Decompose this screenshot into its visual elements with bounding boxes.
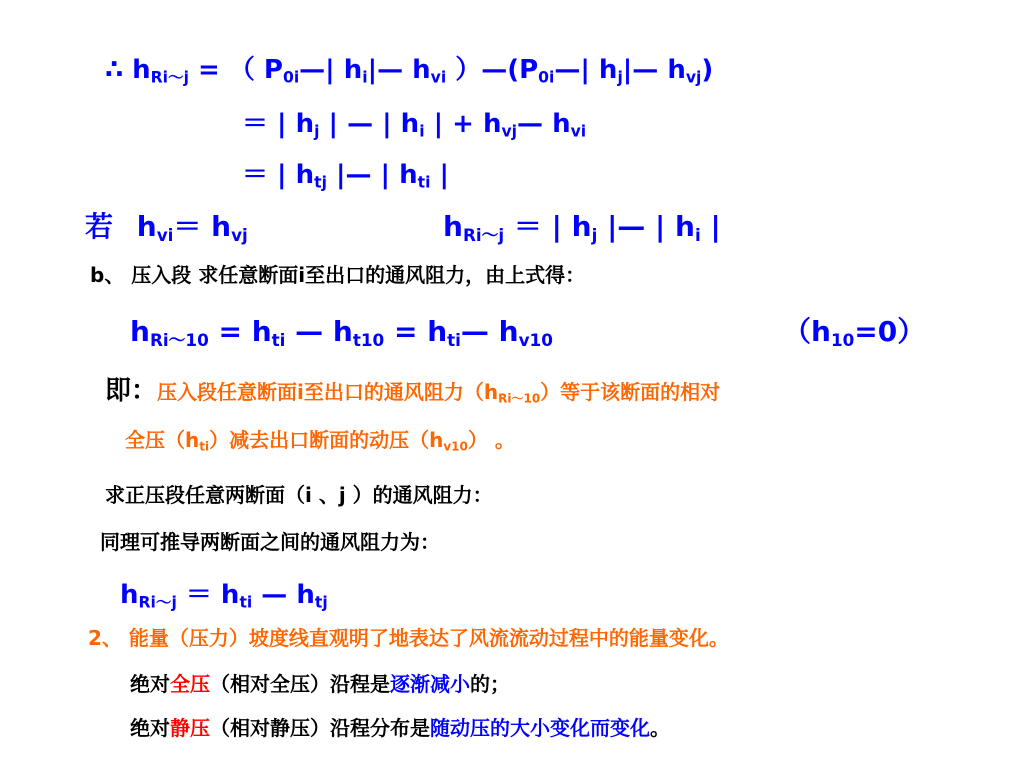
section-b-heading: b、 压入段 求任意断面i至出口的通风阻力，由上式得： (90, 263, 586, 287)
therefore-symbol: ∴ (105, 55, 124, 85)
formula-line-4-right: $h_{Ri\sim j}$ ＝ | $h_j$ |— | $h_i$ | (443, 210, 721, 246)
ji-label: 即： (105, 376, 158, 406)
conclusion-line-2: 全压$(h_{ti})$减去出口断面的动压$(h_{v10})$ 。 (125, 428, 515, 454)
abs-total-line: 绝对全压（相对全压）沿程是逐渐减小的； (130, 672, 510, 696)
section-b-label: b、 (90, 263, 125, 287)
abs-static-line: 绝对静压（相对静压）沿程分布是随动压的大小变化而变化。 (130, 716, 670, 740)
highlight-decrease: 逐渐减小 (390, 672, 470, 696)
formula-line-2: ＝ | $h_j$ | — | $h_i$ | + $h_{vj}—$ $h_{vi}$ (242, 109, 587, 141)
point-2: 2、 能量（压力）坡度线直观明了地表达了风流流动过程中的能量变化。 (88, 626, 729, 650)
conclusion-line-1: 即：压入段任意断面i至出口的通风阻力$(h_{Ri\sim 10})$等于该断面的相对 (105, 376, 721, 406)
highlight-static: 静压 (170, 716, 210, 740)
formula-line-1: ∴ $h_{Ri\sim j}$ = （ $P_{0i}—|$ $h_i|—$ $h_{vi}$ ）$—(P_{0i}—|$ $h_j|—$ $h_{vj}$) (105, 55, 714, 87)
positive-same: 同理可推导两断面之间的通风阻力为： (100, 530, 440, 554)
point-2-number: 2、 (88, 626, 122, 650)
highlight-varies: 随动压的大小变化而变化 (430, 716, 650, 740)
formula-b-note: $(h_{10}=0)$ (783, 315, 926, 351)
formula-line-4: 若 $h_{vi}= h_{vj}$ (85, 210, 248, 246)
formula-b: $h_{Ri\sim 10} = h_{ti}$ — $h_{t10}$ = $h_{ti}—$ $h_{v10}$ (130, 315, 553, 351)
highlight-total: 全压 (170, 672, 210, 696)
ruo-label: 若 (85, 210, 114, 243)
positive-title: 求正压段任意两断面（i 、j ）的通风阻力： (105, 483, 493, 507)
formula-line-3: ＝ | $h_{tj}$ |— | $h_{ti}$ | (242, 160, 449, 192)
formula-c: $h_{Ri\sim j} = h_{ti}$ — $h_{tj}$ (120, 580, 328, 612)
